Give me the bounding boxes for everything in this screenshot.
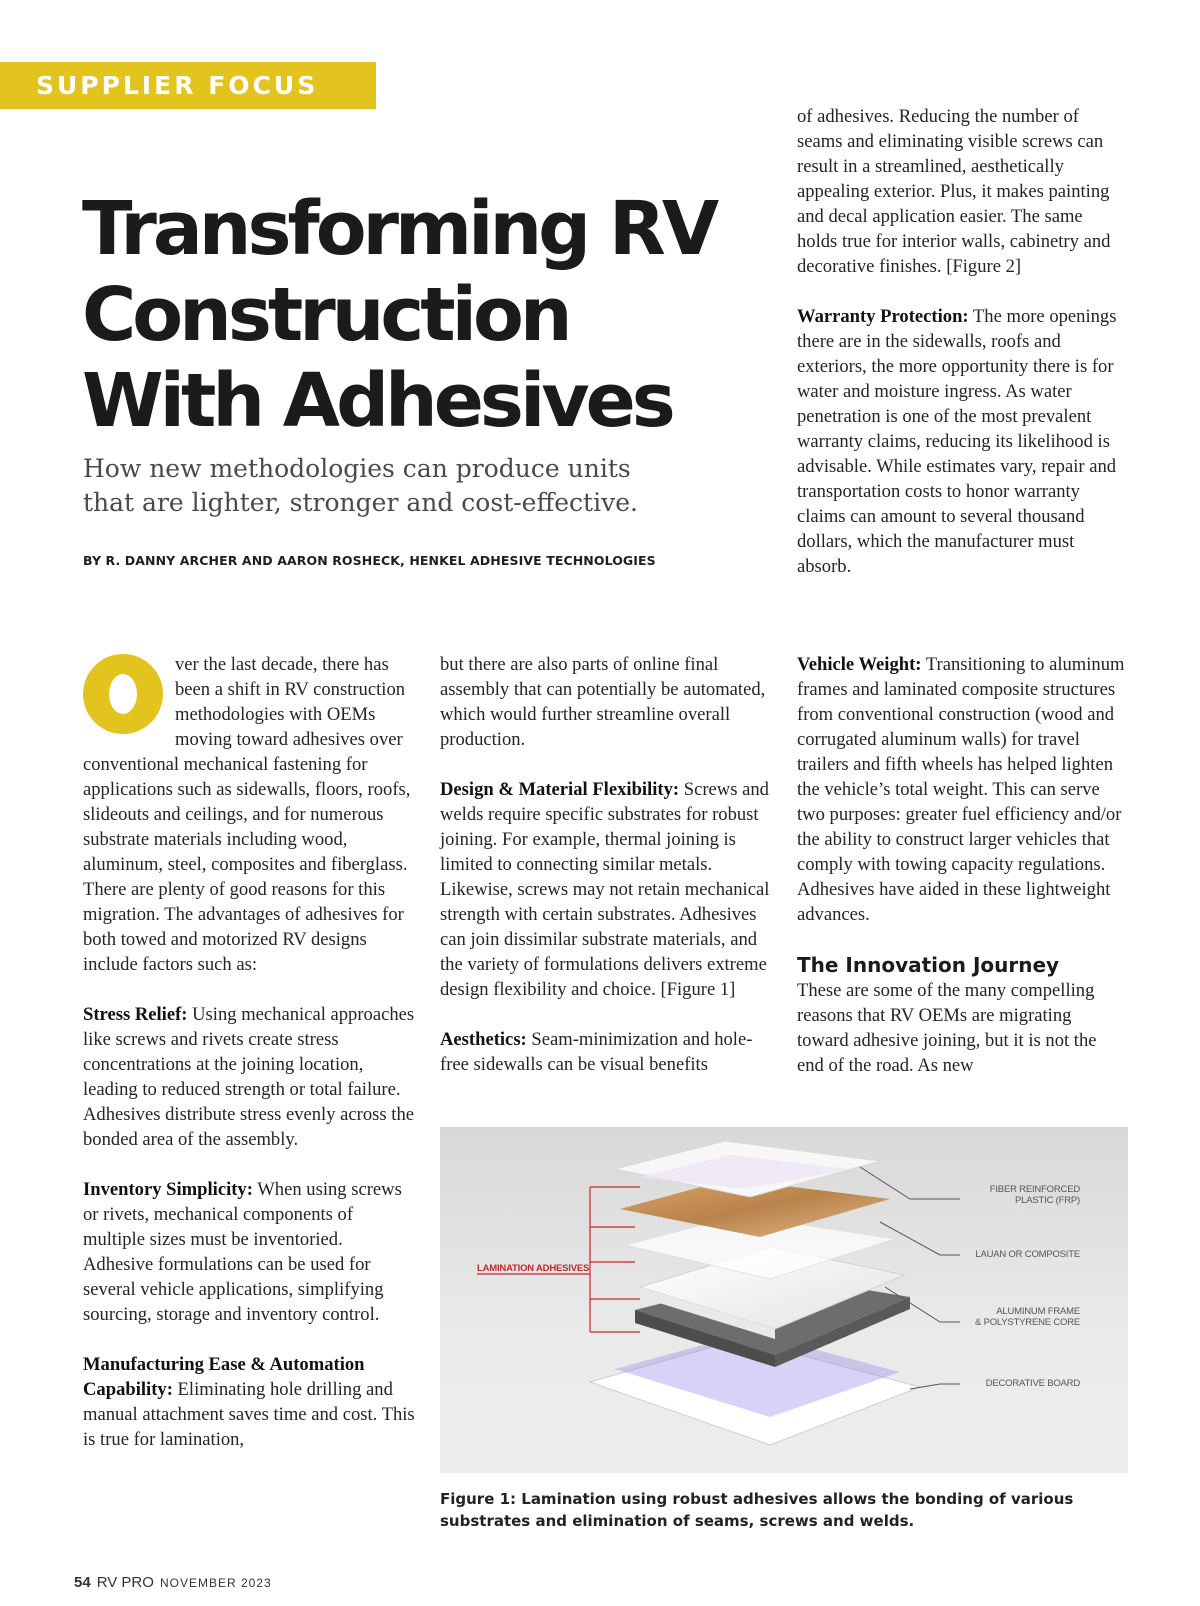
lamination-figure [440, 1127, 1128, 1473]
design-lead: Design & Material Flexibility: [440, 779, 680, 800]
manufacturing-lead: Manufacturing Ease & Automation Capability: [83, 1354, 365, 1400]
column-3-bottom [797, 652, 1127, 1078]
manufacturing-text: Eliminating hole drilling and manual attachment saves time and cost. This is true for lamination, [83, 1379, 415, 1450]
design-text: Screws and welds require specific substrates for robust joining. For example, thermal joining is limited to connecting similar metals. Likewise, screws may not retain mechanical strength with certain substrates. Adhesives can join dissimilar substrate materials, and the variety of formulations delivers extreme design flexibility and choice. [Figure 1] [440, 779, 770, 1000]
callout-lines-red [477, 1187, 640, 1332]
innovation-paragraph: These are some of the many compelling reasons that RV OEMs are migrating toward adhesive joining, but it is not the end of the road. As new [797, 980, 1097, 1076]
stress-relief-text: Using mechanical approaches like screws and rivets create stress concentrations at the joining location, leading to reduced strength or total failure. Adhesives distribute stress evenly across the bonded area of the assembly. [83, 1004, 415, 1150]
intro-paragraph [83, 652, 415, 977]
aesthetics-lead: Aesthetics: [440, 1029, 527, 1050]
article-byline: BY R. DANNY ARCHER AND AARON ROSHECK, HENKEL ADHESIVE TECHNOLOGIES [83, 553, 656, 568]
col2-continuation: but there are also parts of online final assembly that can potentially be automated, which would further streamline overall production. [440, 654, 766, 750]
aluminum-label: ALUMINUM FRAME & POLYSTYRENE CORE [975, 1306, 1080, 1328]
lauan-label: LAUAN OR COMPOSITE [975, 1249, 1080, 1260]
weight-text: Transitioning to aluminum frames and laminated composite structures from conventional construction (wood and corrugated aluminum walls) for travel trailers and fifth wheels has helped lighten the vehicle’s total weight. This can serve two purposes: greater fuel efficiency and/or the ability to construct larger vehicles that comply with towing capacity regulations. Adhesives have aided in these lightweight advances. [797, 654, 1125, 925]
col3-continuation: of adhesives. Reducing the number of seams and eliminating visible screws can result in a streamlined, aesthetically appealing exterior. Plus, it makes painting and decal application easier. The same holds true for interior walls, cabinetry and decorative finishes. [Figure 2] [797, 106, 1111, 277]
magazine-name: RV PRO [96, 1574, 154, 1591]
inventory-paragraph [83, 1177, 415, 1327]
intro-text: ver the last decade, there has been a shift in RV construction methodologies with OEMs moving toward adhesives over conventional mechanical fastening for applications such as sidewalls, floors, roofs, slideouts and ceilings, and for numerous substrate materials including wood, aluminum, steel, composites and fiberglass. There are plenty of good reasons for this migration. The advantages of adhesives for both towed and motorized RV designs include factors such as: [83, 654, 411, 975]
figure-caption: Figure 1: Lamination using robust adhesives allows the bonding of various substrates and elimination of seams, screws and welds. [440, 1490, 1074, 1530]
weight-paragraph [797, 652, 1127, 927]
lamination-layers-illustration [440, 1127, 1128, 1473]
section-tag: SUPPLIER FOCUS [0, 62, 376, 109]
inventory-text: When using screws or rivets, mechanical components of multiple sizes must be inventoried. Adhesive formulations can be used for several vehicle applications, simplifying sourcing, storage and inventory control. [83, 1179, 402, 1325]
warranty-text: The more openings there are in the sidewalls, roofs and exteriors, the more opportunity there is for water and moisture ingress. As water penetration is one of the most prevalent warranty claims, reducing its likelihood is advisable. While estimates vary, repair and transportation costs to honor warranty claims can amount to several thousand dollars, which the manufacturer must absorb. [797, 306, 1117, 577]
dropcap-o [83, 654, 163, 734]
stress-relief-paragraph [83, 1002, 415, 1152]
page-number: 54 [74, 1574, 91, 1591]
decorative-board-label: DECORATIVE BOARD [985, 1378, 1080, 1389]
issue-date: NOVEMBER 2023 [159, 1576, 272, 1590]
lamination-adhesives-callout: LAMINATION ADHESIVES [477, 1263, 590, 1274]
article-deck: How new methodologies can produce units that are lighter, stronger and cost-effective. [83, 454, 638, 517]
warranty-paragraph [797, 304, 1127, 579]
page-footer [74, 1574, 272, 1591]
manufacturing-paragraph [83, 1352, 415, 1452]
article-headline: Transforming RV Construction With Adhesives [82, 186, 716, 444]
design-paragraph [440, 777, 772, 1002]
column-1 [83, 652, 415, 1452]
inventory-lead: Inventory Simplicity: [83, 1179, 253, 1200]
aesthetics-paragraph [440, 1027, 772, 1077]
innovation-subhead: The Innovation Journey [797, 953, 1060, 977]
stress-relief-lead: Stress Relief: [83, 1004, 188, 1025]
weight-lead: Vehicle Weight: [797, 654, 922, 675]
warranty-lead: Warranty Protection: [797, 306, 969, 327]
column-3-top [797, 104, 1127, 579]
column-2 [440, 652, 772, 1077]
frp-label: FIBER REINFORCED PLASTIC (FRP) [989, 1184, 1080, 1206]
aesthetics-text: Seam-minimization and hole-free sidewalls can be visual benefits [440, 1029, 753, 1075]
